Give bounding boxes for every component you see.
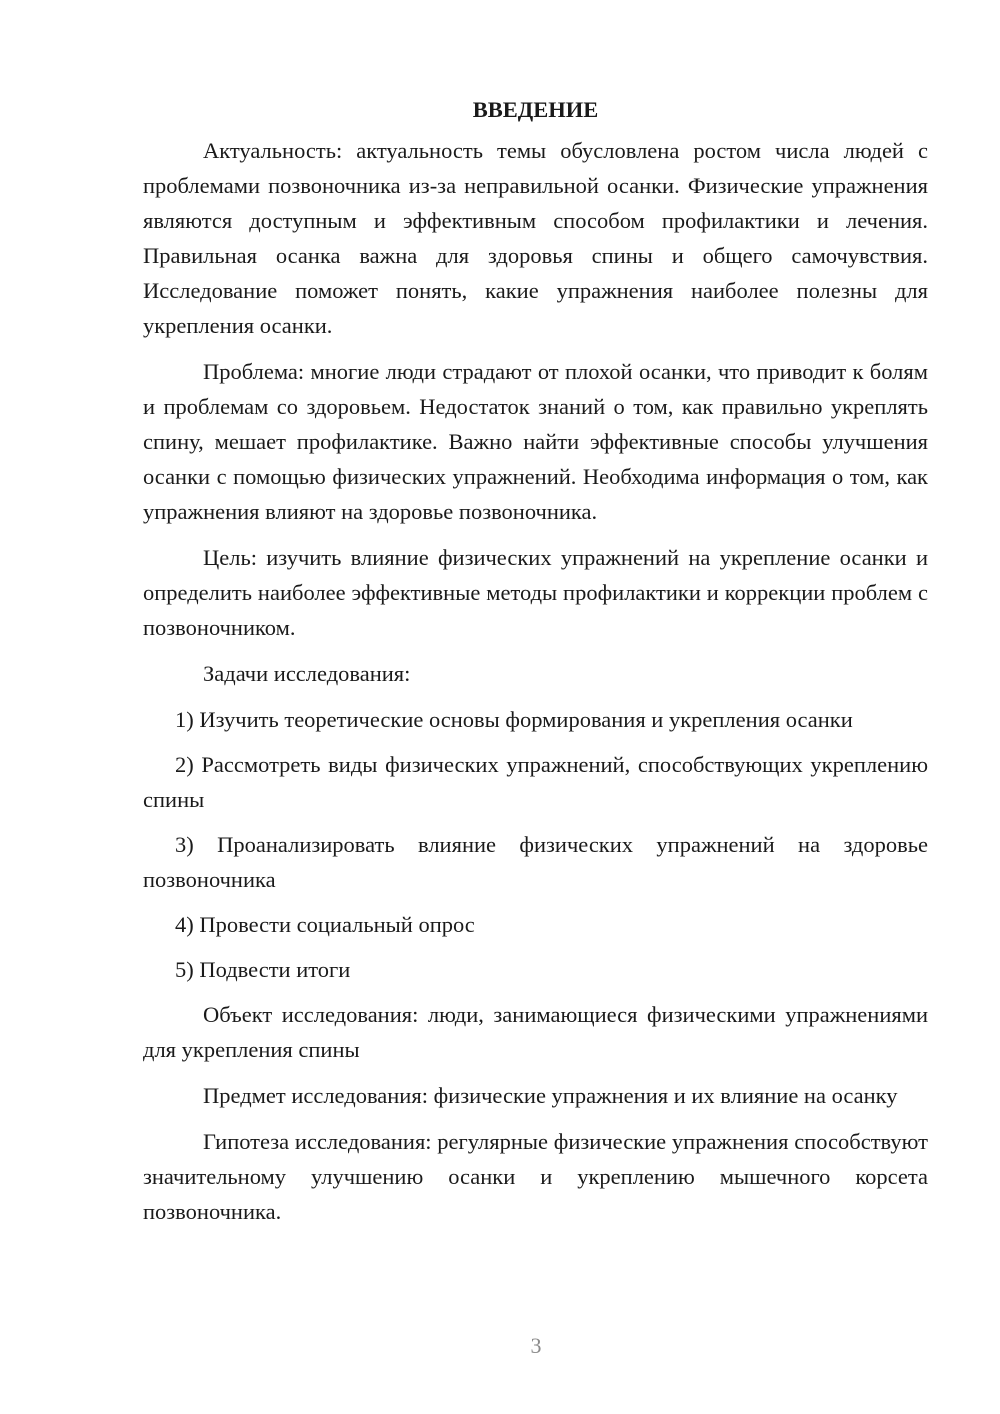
task-item: 2) Рассмотреть виды физических упражнений, способствующих укреплению спины xyxy=(143,752,928,812)
subject-paragraph: Предмет исследования: физические упражнения и их влияние на осанку xyxy=(203,1083,898,1108)
section-title: ВВЕДЕНИЕ xyxy=(472,97,599,122)
document-page xyxy=(143,92,928,1240)
relevance-paragraph: Актуальность: актуальность темы обусловлена ростом числа людей с проблемами позвоночника из-за неправильной осанки. Физические упражнения являются доступным и эффективным способом профилактики и лечения. Правильная осанка важна для здоровья спины и общего самочувствия. Исследование поможет понять, какие упражнения наиболее полезны для укрепления осанки. xyxy=(143,138,928,338)
task-item: 1) Изучить теоретические основы формирования и укрепления осанки xyxy=(175,707,853,732)
task-item: 5) Подвести итоги xyxy=(175,957,351,982)
task-item: 3) Проанализировать влияние физических упражнений на здоровье позвоночника xyxy=(143,832,928,892)
page-number: 3 xyxy=(530,1333,542,1358)
problem-paragraph: Проблема: многие люди страдают от плохой осанки, что приводит к болям и проблемам со здоровьем. Недостаток знаний о том, как правильно укреплять спину, мешает профилактике. Важно найти эффективные способы улучшения осанки с помощью физических упражнений. Необходима информация о том, как упражнения влияют на здоровье позвоночника. xyxy=(143,359,928,524)
goal-paragraph: Цель: изучить влияние физических упражнений на укрепление осанки и определить наиболее эффективные методы профилактики и коррекции проблем с позвоночником. xyxy=(143,545,928,640)
object-paragraph: Объект исследования: люди, занимающиеся физическими упражнениями для укрепления спины xyxy=(143,1002,928,1062)
task-item: 4) Провести социальный опрос xyxy=(175,912,475,937)
tasks-heading: Задачи исследования: xyxy=(203,661,411,686)
hypothesis-paragraph: Гипотеза исследования: регулярные физические упражнения способствуют значительному улучшению осанки и укреплению мышечного корсета позвоночника. xyxy=(143,1129,928,1224)
